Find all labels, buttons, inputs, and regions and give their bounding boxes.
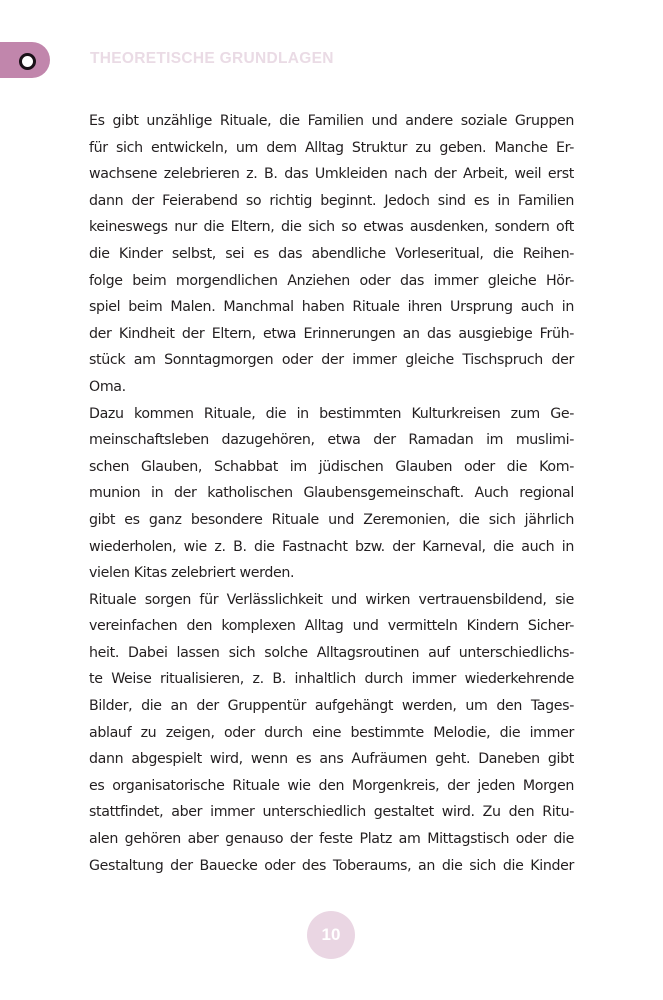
text-line: Gestaltung der Bauecke oder des Toberaums, an die sich die Kinder	[89, 857, 574, 874]
text-line: vielen Kitas zelebriert werden.	[89, 565, 295, 582]
text-line: dann der Feierabend so richtig beginnt. Jedoch sind es in Familien	[89, 192, 574, 209]
text-line: es organisatorische Rituale wie den Morgenkreis, der jeden Morgen	[89, 777, 574, 794]
text-line: heit. Dabei lassen sich solche Alltagsroutinen auf unterschiedlichs-	[89, 644, 574, 661]
section-title: THEORETISCHE GRUNDLAGEN	[90, 50, 334, 67]
text-line: für sich entwickeln, um dem Alltag Struktur zu geben. Manche Er-	[89, 139, 574, 156]
paragraph	[89, 587, 574, 880]
text-line: dann abgespielt wird, wenn es ans Aufräumen geht. Daneben gibt	[89, 751, 574, 768]
text-line: wachsene zelebrieren z. B. das Umkleiden nach der Arbeit, weil erst	[89, 166, 574, 183]
text-line: folge beim morgendlichen Anziehen oder das immer gleiche Hör-	[89, 272, 574, 289]
text-line: die Kinder selbst, sei es das abendliche Vorleseritual, die Reihen-	[89, 245, 574, 262]
text-line: te Weise ritualisieren, z. B. inhaltlich durch immer wiederkehrende	[89, 671, 574, 688]
text-line: Es gibt unzählige Rituale, die Familien und andere soziale Gruppen	[89, 113, 574, 129]
text-line: stattfindet, aber immer unterschiedlich gestaltet wird. Zu den Ritu-	[89, 804, 574, 821]
text-line: stück am Sonntagmorgen oder der immer gleiche Tischspruch der	[89, 352, 574, 369]
page-number-badge: 10	[307, 911, 355, 959]
text-line: spiel beim Malen. Manchmal haben Rituale ihren Ursprung auch in	[89, 299, 574, 316]
text-line: Bilder, die an der Gruppentür aufgehängt werden, um den Tages-	[89, 698, 574, 715]
text-line: keineswegs nur die Eltern, die sich so etwas ausdenken, sondern oft	[89, 219, 574, 236]
text-line: alen gehören aber genauso der feste Platz am Mittagstisch oder die	[89, 831, 574, 848]
body-text	[89, 108, 574, 879]
text-line: Dazu kommen Rituale, die in bestimmten Kulturkreisen zum Ge-	[89, 405, 574, 422]
ring-icon	[19, 53, 36, 70]
text-line: wiederholen, wie z. B. die Fastnacht bzw. der Karneval, die auch in	[89, 538, 574, 555]
paragraph	[89, 108, 574, 401]
text-line: meinschaftsleben dazugehören, etwa der Ramadan im muslimi-	[89, 432, 574, 449]
text-line: ablauf zu zeigen, oder durch eine bestimmte Melodie, die immer	[89, 724, 574, 741]
text-line: schen Glauben, Schabbat im jüdischen Glauben oder die Kom-	[89, 458, 574, 475]
text-line: gibt es ganz besondere Rituale und Zeremonien, die sich jährlich	[89, 511, 574, 528]
text-line: vereinfachen den komplexen Alltag und vermitteln Kindern Sicher-	[89, 618, 574, 635]
text-line: Rituale sorgen für Verlässlichkeit und wirken vertrauensbildend, sie	[89, 591, 574, 608]
text-line: Oma.	[89, 378, 126, 395]
paragraph	[89, 401, 574, 587]
text-line: der Kindheit der Eltern, etwa Erinnerungen an das ausgiebige Früh-	[89, 325, 574, 342]
text-line: munion in der katholischen Glaubensgemeinschaft. Auch regional	[89, 485, 574, 502]
